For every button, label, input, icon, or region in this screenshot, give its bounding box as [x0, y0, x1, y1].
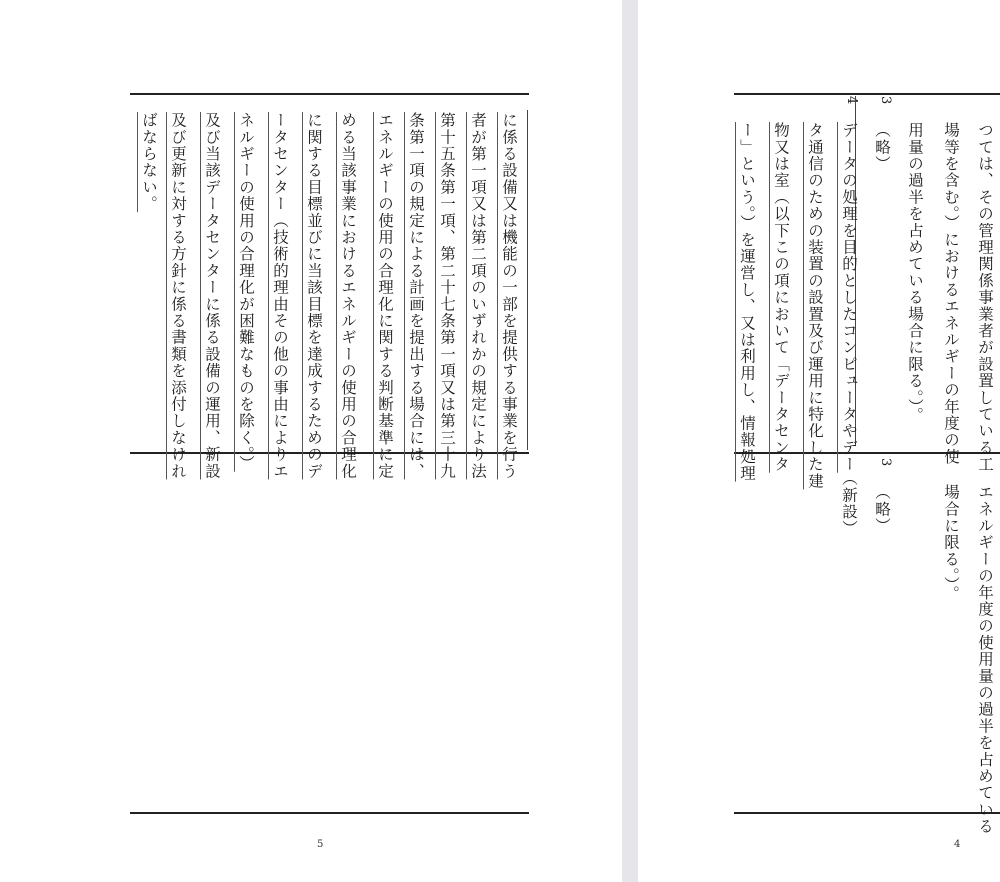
text-column: 及び更新に対する方針に係る書類を添付しなけれ	[169, 112, 187, 480]
omitted-marker: （略）	[873, 484, 891, 535]
text-column: タ通信のための装置の設置及び運用に特化した建	[806, 122, 824, 490]
text-column: に関する目標並びに当該目標を達成するためのデ	[305, 112, 323, 480]
text-column: ばならない。	[140, 112, 158, 213]
omitted-marker: （略）	[873, 122, 891, 173]
margin-line	[527, 110, 528, 450]
text-column: 場等を含む。）におけるエネルギーの年度の使	[942, 122, 960, 465]
top-rule	[130, 93, 529, 95]
text-column: 条第一項の規定による計画を提出する場合には、	[407, 112, 425, 480]
text-column: 者が第一項又は第二項のいずれかの規定により法	[469, 112, 487, 480]
document-page-right	[638, 0, 1000, 882]
bottom-rule	[130, 812, 529, 814]
text-column: エネルギーの使用の合理化に関する判断基準に定	[376, 112, 394, 480]
bottom-rule	[734, 812, 1000, 814]
paragraph-number: 3	[878, 96, 893, 106]
text-column: に係る設備又は機能の一部を提供する事業を行う	[500, 112, 518, 480]
text-column: 及び当該データセンターに係る設備の運用、新設	[203, 112, 221, 480]
text-column: ネルギーの使用の合理化が困難なものを除く。）	[237, 112, 255, 472]
text-column: 用量の過半を占めている場合に限る。）。	[906, 122, 924, 424]
text-column: つては、その管理関係事業者が設置している工	[976, 122, 994, 473]
page-number: 4	[954, 839, 961, 850]
text-column: 物又は室（以下この項において「データセンタ	[772, 122, 790, 473]
text-column: エネルギーの年度の使用量の過半を占めている	[976, 484, 994, 835]
text-column: 場合に限る。）。	[942, 484, 960, 603]
page-number: 5	[317, 839, 324, 850]
top-rule	[734, 93, 1000, 95]
text-column: データの処理を目的としたコンピュータやデー	[840, 122, 858, 473]
paragraph-number: 4	[844, 96, 859, 106]
text-column: ータセンター（技術的理由その他の事由によりエ	[271, 112, 289, 480]
new-provision-label: （新設）	[840, 470, 858, 537]
paragraph-number: 3	[878, 458, 893, 468]
text-column: 第十五条第一項、第二十七条第一項又は第三十九	[438, 112, 456, 480]
text-column: ー」という。）を運営し、又は利用し、情報処理	[738, 122, 756, 482]
text-column: める当該事業におけるエネルギーの使用の合理化	[339, 112, 357, 480]
